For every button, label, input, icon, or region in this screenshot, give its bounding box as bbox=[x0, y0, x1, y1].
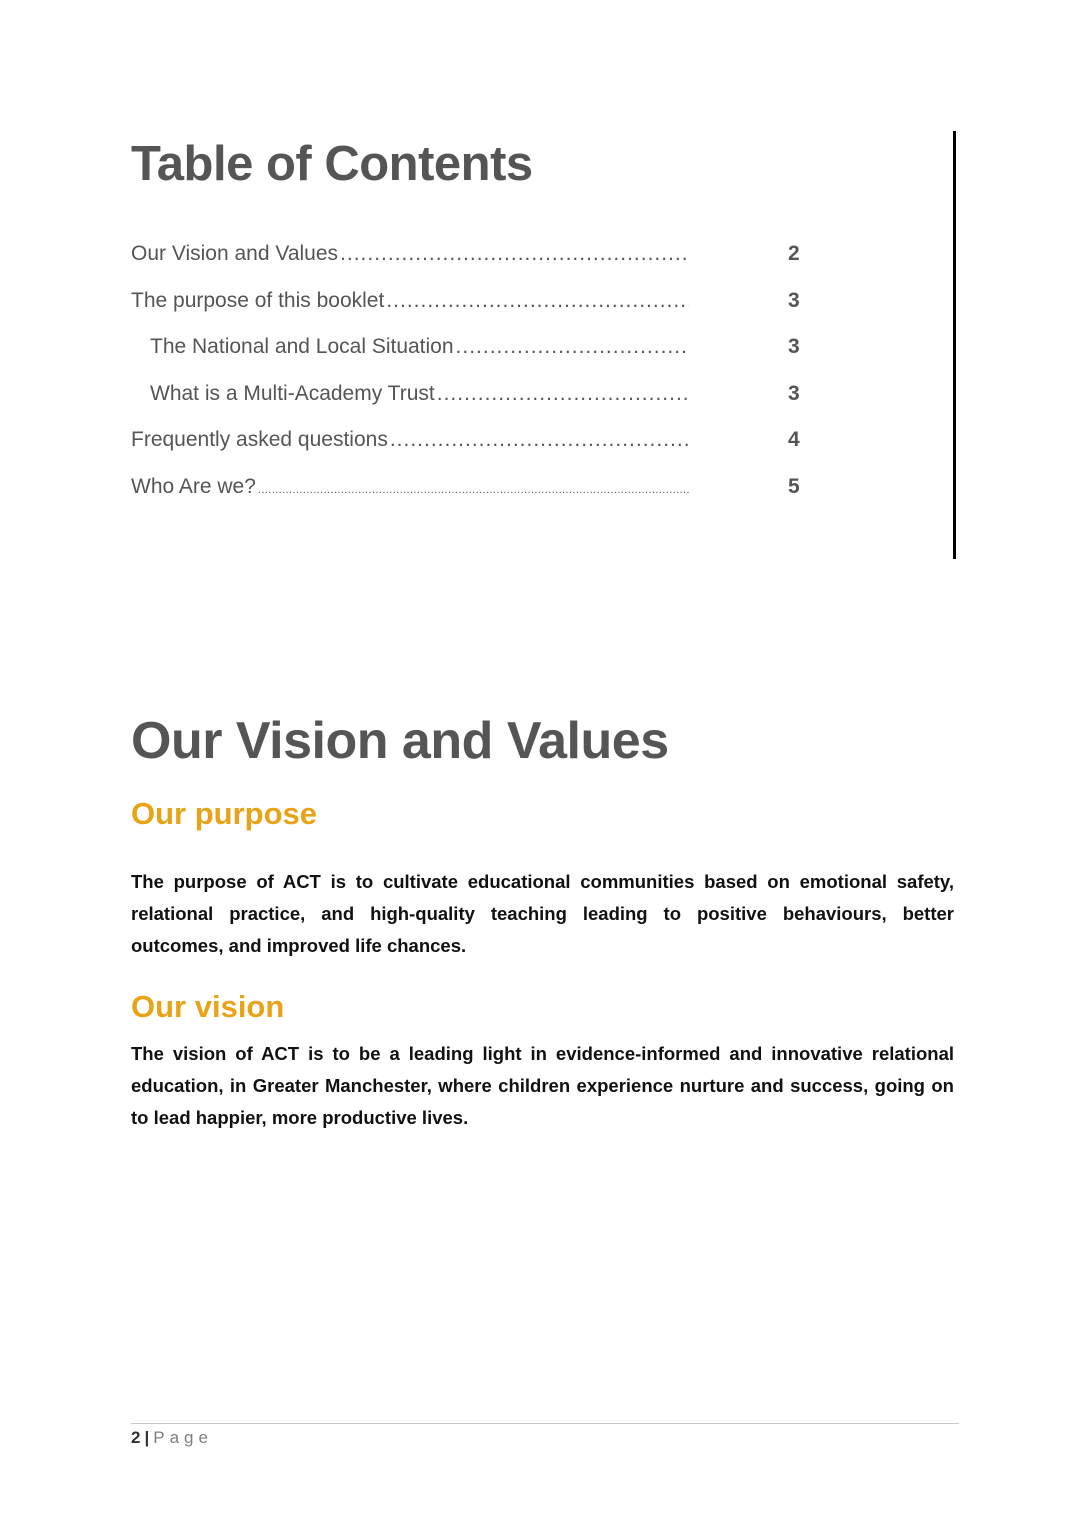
toc-entry-label-row bbox=[131, 289, 689, 313]
toc-entry-label-row bbox=[131, 428, 689, 452]
toc-entry-page: 5 bbox=[788, 474, 800, 498]
toc-entry-label-row bbox=[150, 335, 689, 359]
toc-dot-leader bbox=[386, 289, 689, 313]
purpose-heading: Our purpose bbox=[131, 796, 318, 831]
toc-entry-label-row bbox=[150, 382, 689, 406]
footer-rule bbox=[131, 1423, 959, 1424]
toc-entry-page: 4 bbox=[788, 428, 800, 452]
toc-list bbox=[131, 238, 811, 518]
purpose-paragraph: The purpose of ACT is to cultivate educational communities based on emotional safety, relational practice, and high-quality teaching leading to positive behaviours, better outcomes, and improved life chances. bbox=[131, 871, 954, 956]
toc-entry-label: The National and Local Situation bbox=[150, 335, 454, 359]
vision-heading: Our vision bbox=[131, 989, 285, 1024]
toc-dot-leader bbox=[340, 242, 689, 266]
toc-entry-multi-academy-trust[interactable] bbox=[131, 378, 811, 425]
section-title: Our Vision and Values bbox=[131, 712, 669, 770]
toc-entry-purpose-booklet[interactable] bbox=[131, 285, 811, 332]
toc-entry-label-row bbox=[131, 242, 689, 266]
toc-entry-label: What is a Multi-Academy Trust bbox=[150, 381, 435, 405]
footer-separator: | bbox=[144, 1428, 150, 1447]
toc-entry-label: Our Vision and Values bbox=[131, 242, 339, 265]
toc-entry-label: The purpose of this booklet bbox=[131, 288, 385, 312]
vision-paragraph: The vision of ACT is to be a leading light in evidence-informed and innovative relational education, in Greater Manchester, where children experience nurture and success, going on to lead happier, more productive lives. bbox=[131, 1043, 954, 1128]
toc-dot-leader bbox=[437, 382, 689, 406]
toc-entry-vision-values[interactable] bbox=[131, 238, 811, 285]
toc-entry-label: Frequently asked questions bbox=[131, 428, 388, 452]
toc-title: Table of Contents bbox=[131, 137, 533, 191]
toc-dot-leader bbox=[456, 335, 689, 359]
footer-page-number: 2 bbox=[131, 1428, 141, 1447]
page-footer bbox=[131, 1428, 213, 1448]
toc-entry-who-are-we[interactable] bbox=[131, 471, 811, 518]
toc-entry-faq[interactable] bbox=[131, 424, 811, 471]
toc-entry-page: 3 bbox=[788, 335, 800, 359]
toc-entry-page: 3 bbox=[788, 288, 800, 312]
toc-entry-national-local[interactable] bbox=[131, 331, 811, 378]
toc-entry-label-row bbox=[131, 475, 689, 499]
toc-entry-page: 3 bbox=[788, 381, 800, 405]
footer-page-word: Page bbox=[153, 1428, 213, 1447]
toc-entry-label: Who Are we? bbox=[131, 474, 256, 498]
toc-dot-leader bbox=[258, 484, 689, 496]
toc-dot-leader bbox=[390, 428, 689, 452]
toc-entry-page: 2 bbox=[788, 242, 800, 265]
toc-vertical-rule bbox=[953, 131, 956, 559]
